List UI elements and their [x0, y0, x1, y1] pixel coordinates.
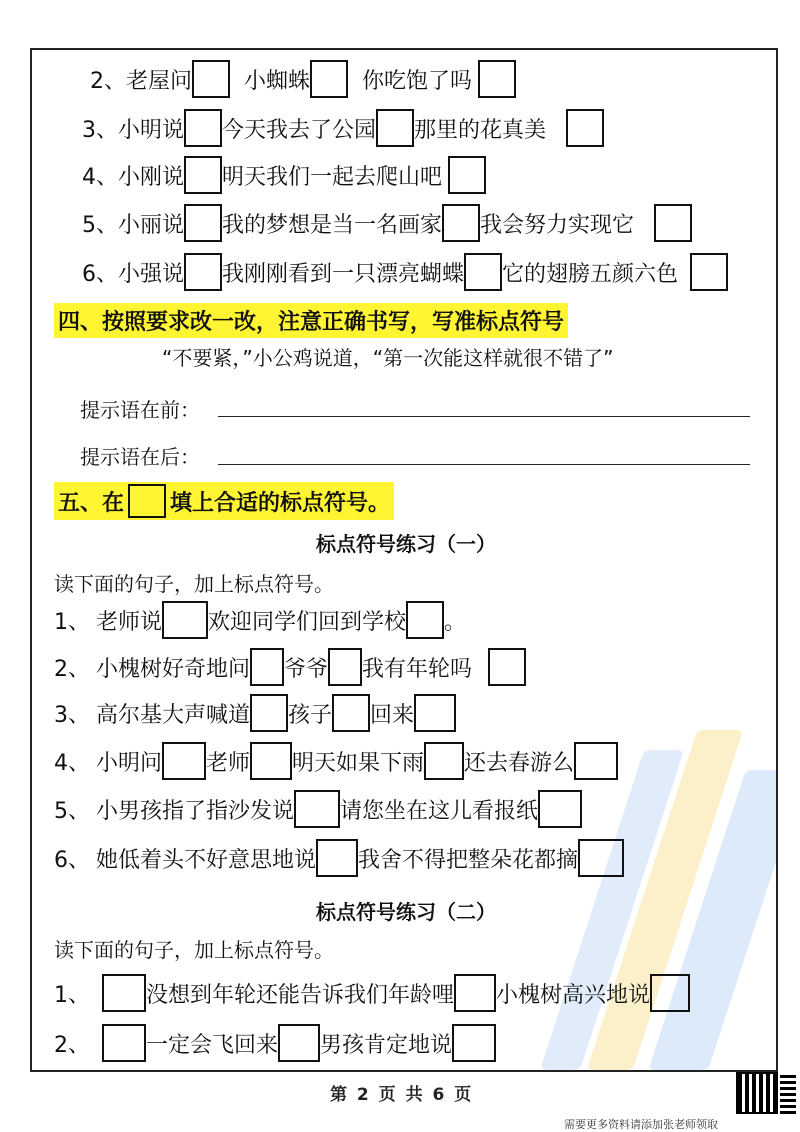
row-number: 6、	[82, 261, 118, 287]
sentence-segment: 它的翅膀五颜六色	[502, 261, 679, 287]
answer-box[interactable]	[250, 648, 284, 686]
row-number: 5、	[82, 212, 118, 238]
sentence-segment: 我刚刚看到一只漂亮蝴蝶	[222, 261, 465, 287]
exercise-row	[82, 204, 692, 242]
row-number: 4、	[82, 164, 118, 190]
row-number: 4、	[54, 750, 90, 776]
exercise-row	[54, 601, 466, 639]
answer-box[interactable]	[578, 839, 624, 877]
answer-box	[128, 484, 166, 518]
page-footer: 第 2 页 共 6 页	[330, 1085, 474, 1105]
exercise-row	[82, 156, 486, 194]
exercise-row	[82, 253, 728, 291]
answer-box[interactable]	[332, 694, 370, 732]
sentence-segment: 老屋问	[126, 68, 193, 94]
instruction-text: 读下面的句子，加上标点符号。	[54, 938, 334, 962]
answer-box[interactable]	[448, 156, 486, 194]
sentence-segment: 那里的花真美	[414, 117, 547, 143]
answer-box[interactable]	[478, 60, 516, 98]
qr-code-icon	[736, 1072, 778, 1114]
answer-box[interactable]	[328, 648, 362, 686]
answer-box[interactable]	[184, 204, 222, 242]
row-number: 6、	[54, 847, 90, 873]
sentence-segment: 我会努力实现它	[480, 212, 635, 238]
exercise-row	[54, 974, 690, 1012]
sentence-segment: 我有年轮吗	[362, 656, 473, 682]
sentence-segment: 我的梦想是当一名画家	[222, 212, 443, 238]
answer-box[interactable]	[424, 742, 464, 780]
sentence-segment: 她低着头不好意思地说	[96, 847, 317, 873]
answer-box[interactable]	[454, 974, 496, 1012]
sentence-segment: 明天我们一起去爬山吧	[222, 164, 443, 190]
sentence-segment: 小丽说	[118, 212, 185, 238]
answer-box[interactable]	[654, 204, 692, 242]
exercise-row	[90, 60, 516, 98]
sentence-segment: 我舍不得把整朵花都摘	[358, 847, 579, 873]
answer-box[interactable]	[538, 790, 582, 828]
answer-box[interactable]	[316, 839, 358, 877]
answer-box[interactable]	[162, 601, 208, 639]
answer-box[interactable]	[250, 742, 292, 780]
sentence-segment: 男孩肯定地说	[320, 1032, 453, 1058]
answer-box[interactable]	[690, 253, 728, 291]
answer-box[interactable]	[250, 694, 288, 732]
sentence-segment: 没想到年轮还能告诉我们年龄哩	[146, 982, 455, 1008]
exercise-row	[54, 1024, 496, 1062]
sentence-segment: 小槐树好奇地问	[96, 656, 251, 682]
answer-box[interactable]	[294, 790, 340, 828]
answer-box[interactable]	[566, 109, 604, 147]
qr-code-icon	[780, 1072, 796, 1114]
sentence-segment: 你吃饱了吗	[362, 68, 473, 94]
answer-box[interactable]	[278, 1024, 320, 1062]
answer-box[interactable]	[184, 109, 222, 147]
section-heading: 四、按照要求改一改，注意正确书写，写准标点符号	[54, 303, 568, 338]
practice-title: 标点符号练习（一）	[316, 532, 496, 556]
row-number: 2、	[90, 68, 126, 94]
sentence-segment: 明天如果下雨	[292, 750, 425, 776]
answer-box[interactable]	[102, 974, 146, 1012]
answer-box[interactable]	[414, 694, 456, 732]
sentence-segment: 欢迎同学们回到学校	[208, 609, 407, 635]
answer-box[interactable]	[452, 1024, 496, 1062]
promo-text: 需要更多资料请添加张老师领取	[564, 1118, 718, 1131]
exercise-row	[54, 648, 526, 686]
instruction-text: 读下面的句子，加上标点符号。	[54, 572, 334, 596]
row-number: 1、	[54, 609, 90, 635]
sentence-segment: 小明问	[96, 750, 163, 776]
sentence-segment: 小明说	[118, 117, 185, 143]
exercise-row	[82, 109, 604, 147]
answer-box[interactable]	[192, 60, 230, 98]
sentence-segment: 小槐树高兴地说	[496, 982, 651, 1008]
answer-line[interactable]	[218, 416, 750, 417]
exercise-row	[54, 790, 582, 828]
sentence-segment: 请您坐在这儿看报纸	[340, 798, 539, 824]
answer-box[interactable]	[102, 1024, 146, 1062]
answer-box[interactable]	[162, 742, 206, 780]
answer-box[interactable]	[574, 742, 618, 780]
answer-box[interactable]	[184, 156, 222, 194]
answer-box[interactable]	[464, 253, 502, 291]
sentence-segment: 老师	[206, 750, 251, 776]
answer-box[interactable]	[376, 109, 414, 147]
answer-box[interactable]	[310, 60, 348, 98]
prompt-label: 提示语在前：	[80, 398, 200, 422]
answer-box[interactable]	[442, 204, 480, 242]
row-number: 1、	[54, 982, 90, 1008]
sentence-segment: 小刚说	[118, 164, 185, 190]
row-number: 5、	[54, 798, 90, 824]
exercise-row	[54, 742, 618, 780]
answer-box[interactable]	[650, 974, 690, 1012]
answer-box[interactable]	[488, 648, 526, 686]
sentence-segment: 今天我去了公园	[222, 117, 377, 143]
sentence-segment: 回来	[370, 702, 415, 728]
row-number: 2、	[54, 656, 90, 682]
sentence-segment: 还去春游么	[464, 750, 575, 776]
answer-line[interactable]	[218, 464, 750, 465]
section-heading: 五、在 填上合适的标点符号。	[54, 482, 394, 520]
exercise-row	[54, 694, 456, 732]
prompt-label: 提示语在后：	[80, 445, 200, 469]
sentence-segment: 小男孩指了指沙发说	[96, 798, 295, 824]
practice-title: 标点符号练习（二）	[316, 900, 496, 924]
answer-box[interactable]	[184, 253, 222, 291]
sentence-segment: 小强说	[118, 261, 185, 287]
exercise-row	[54, 839, 624, 877]
sentence-segment: 孩子	[288, 702, 333, 728]
sentence-segment: 高尔基大声喊道	[96, 702, 251, 728]
row-number: 2、	[54, 1032, 90, 1058]
worksheet-page	[30, 48, 778, 1072]
sentence-segment: 老师说	[96, 609, 163, 635]
sentence-segment: 一定会飞回来	[146, 1032, 279, 1058]
sentence-segment: 爷爷	[284, 656, 329, 682]
answer-box[interactable]	[406, 601, 444, 639]
row-number: 3、	[54, 702, 90, 728]
sentence-segment: 小蜘蛛	[244, 68, 311, 94]
quote-sentence: “不要紧，”小公鸡说道，“第一次能这样就很不错了”	[162, 346, 614, 370]
sentence-segment: 。	[444, 609, 467, 635]
row-number: 3、	[82, 117, 118, 143]
